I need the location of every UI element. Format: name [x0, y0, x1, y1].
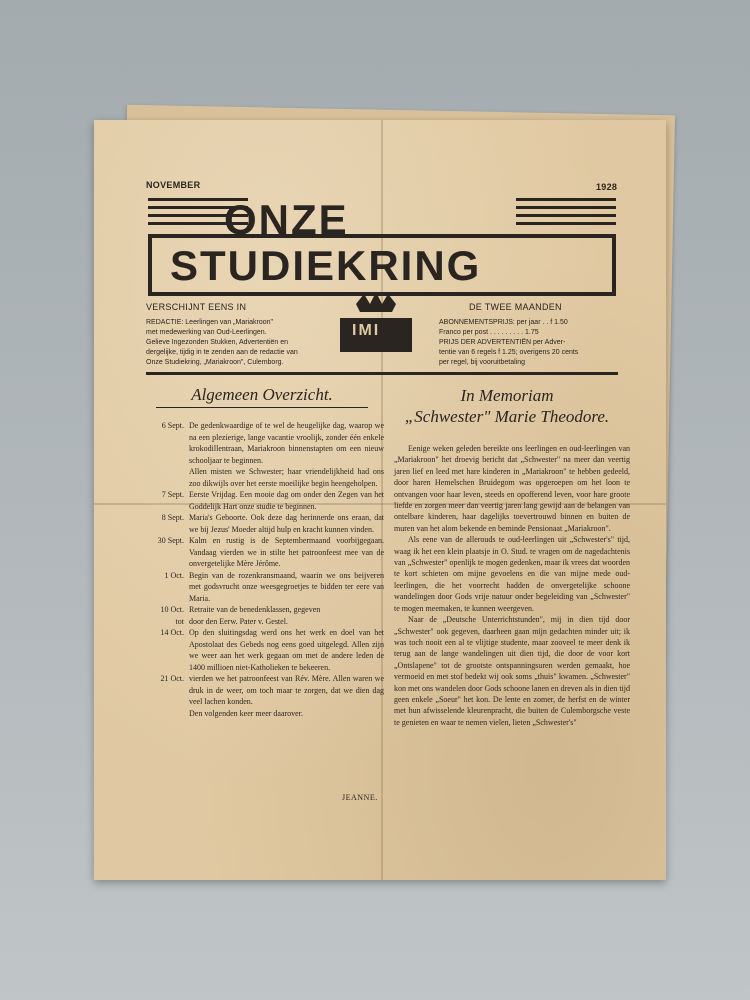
- abonnement-line: ABONNEMENTSPRIJS: per jaar . . f 1.50: [439, 319, 568, 326]
- redactie-line: dergelijke, tijdig in te zenden aan de redactie van: [146, 349, 298, 356]
- right-column-heading: [384, 385, 630, 427]
- signature: JEANNE.: [342, 793, 378, 802]
- newspaper-page: [94, 120, 666, 880]
- redactie-line: REDACTIE: Leerlingen van „Mariakroon": [146, 319, 273, 326]
- list-item: tot door den Eerw. Pater v. Gestel.: [175, 616, 288, 626]
- list-item: 6 Sept. De gedenkwaardige of te wel de heugelijke dag, waarop we na een plezierige, lange vacantie vroolijk, zonder één enkele krokodillentraan, Mariakroon binnenstapten om een nieuw schooljaar te beginnen.: [161, 421, 384, 465]
- appears-right: DE TWEE MAANDEN: [469, 302, 562, 312]
- calendar-list: [144, 420, 384, 719]
- heading-rule: [156, 407, 368, 408]
- list-item: 7 Sept. Eerste Vrijdag. Een mooie dag om onder den Zegen van het Goddelijk Hart onze studie te beginnen.: [161, 490, 384, 511]
- abonnement-block: [439, 318, 619, 368]
- redactie-block: [146, 318, 326, 368]
- paragraph: Naar de „Deutsche Unterrichtstunden", mij in dien tijd door „Schwester" ook gegeven, daarheen gaan mijn gedachten minder uit; ik was toch nooit een al te vlijtige studente, maar zooveel te meer denk ik terug aan de lange wandelingen uit dien tijd, die door de voor kort „Ontslapene" tot de grootste ontspanningsuren werden gemaakt, hoe vermoeid en met stof bedekt wij ook soms „thuis" kwamen. „Schwester" kon met ons wandelen door Gods schoone lanen en dreven als in dien tijd geen enkele „Soeur" het kon. De lente en zomer, de herfst en de winter met hun afwisselende kleurenpracht, die buiten de Culemborgsche veste te genieten en waar te nemen vielen, lieten „Schwester's": [394, 615, 630, 727]
- issue-year: 1928: [596, 182, 618, 192]
- left-column-heading: Algemeen Overzicht.: [191, 385, 333, 404]
- abonnement-line: Franco per post . . . . . . . . . 1.75: [439, 329, 539, 336]
- list-item: 10 Oct. Retraite van de benedenklassen, gegeven: [160, 605, 321, 614]
- header-rule: [146, 372, 618, 375]
- issue-month: NOVEMBER: [146, 180, 201, 190]
- list-item: Den volgenden keer meer daarover.: [189, 708, 303, 718]
- list-item: 14 Oct. Op den sluitingsdag werd ons het werk en doel van het Apostolaat des Gebeds nog eens goed uitgelegd. Allen zijn we weer aan het werk gegaan om met de andere leden de 1400 millioen niet-Katholieken te bekeeren.: [160, 628, 384, 672]
- redactie-line: Gelieve Ingezonden Stukken, Advertentiën en: [146, 339, 289, 346]
- list-item: 8 Sept. Maria's Geboorte. Ook deze dag herinnerde ons eraan, dat we bij Jezus' Moeder altijd hulp en kracht kunnen vinden.: [161, 513, 384, 534]
- title-line-2: STUDIEKRING: [170, 242, 482, 289]
- emblem-letters: IMI: [352, 322, 381, 339]
- title-line-1: ONZE: [224, 196, 349, 243]
- list-item: 21 Oct. vierden we het patroonfeest van Rév. Mère. Allen waren we druk in de weer, om toch maar te zorgen, dat we dien dag veel lachen konden.: [160, 674, 384, 706]
- redactie-line: met medewerking van Oud-Leerlingen.: [146, 329, 267, 336]
- memoriam-text: [394, 443, 630, 728]
- memoriam-title: In Memoriam: [460, 386, 554, 405]
- abonnement-line: per regel, bij vooruitbetaling: [439, 359, 525, 366]
- paragraph: Eenige weken geleden bereikte ons leerlingen en oud-leerlingen van „Mariakroon" het droevig bericht dat „Schwester" na meer dan veertig jaren lief en leed met hare kinderen in „Mariakroon" te hebben gedeeld, door haren Hemelschen Bruidegom was opgeroepen om het loon te ontvangen voor haar leven, steeds en opofferend leven, voor hare groote liefde en zorgen meer dan veertig jaren lang gewijd aan de belangen van ontelbare kinderen, haar dagelijks toevertrouwd binnen en buiten de muren van het alom bekende en beminde Pensionaat „Mariakroon".: [394, 444, 630, 533]
- abonnement-line: tentie van 6 regels f 1.25; overigens 20 cents: [439, 349, 579, 356]
- redactie-line: Onze Studiekring, „Mariakroon", Culemborg.: [146, 359, 284, 366]
- abonnement-line: PRIJS DER ADVERTENTIËN per Adver-: [439, 339, 566, 346]
- list-item: 1 Oct. Begin van de rozenkransmaand, waarin we ons beijveren met godsvrucht onze weesgegroetjes te bidden ter eere van Maria.: [164, 570, 384, 603]
- paragraph: Als eene van de allerouds te oud-leerlingen uit „Schwester's" tijd, waag ik het een klein plaatsje in O. Stud. te vragen om de nagedachtenis van „Schwester" openlijk te mogen gedenken, maar ik vrees dat woorden te kort schieten om mijne gevoelens en die van mijne mede oud-leerlingen, die het voorrecht hadden de onvergetelijke schoone wandelingen door Gods vrije natuur onder begeleiding van „Schwester" te mogen meemaken, te kunnen weergeven.: [394, 535, 630, 613]
- list-item: 30 Sept. Kalm en rustig is de Septembermaand voorbijgegaan. Vandaag vierden we in stilte het patroonfeest mee van de onvergetelijke Mère Jérôme.: [157, 536, 384, 568]
- memoriam-subtitle: „Schwester" Marie Theodore.: [404, 407, 610, 426]
- list-item: Allen misten we Schwester; haar vriendelijkheid had ons zoo dikwijls over het eerste moeilijke begin heengeholpen.: [189, 467, 384, 488]
- appears-left: VERSCHIJNT EENS IN: [146, 302, 247, 312]
